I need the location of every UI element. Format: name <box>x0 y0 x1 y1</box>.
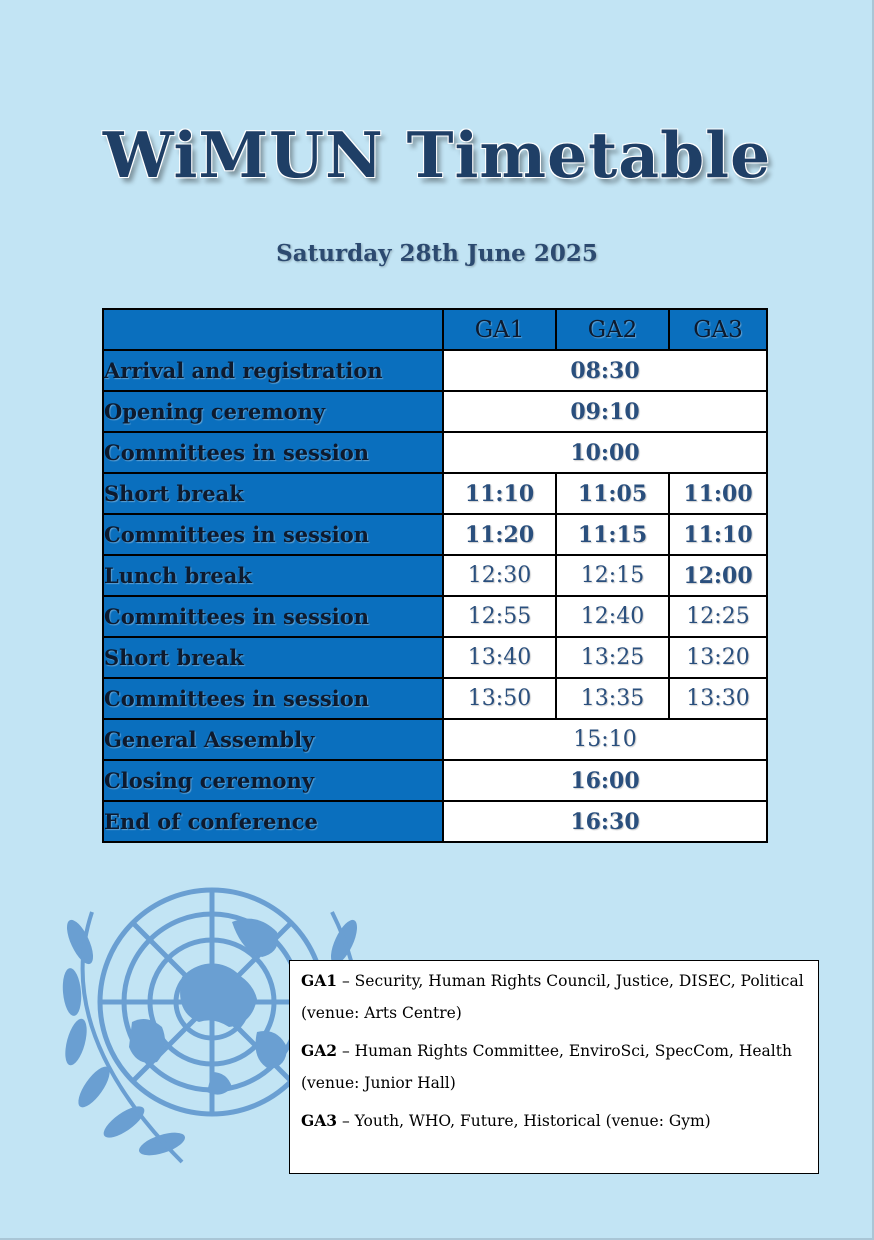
row-label: Short break <box>103 473 443 514</box>
table-header-row <box>103 309 767 350</box>
page-subtitle: Saturday 28th June 2025 <box>276 240 598 267</box>
timetable <box>102 308 768 843</box>
page-title: WiMUN Timetable <box>102 118 772 192</box>
legend-text: – Youth, WHO, Future, Historical (venue: Gym) <box>337 1112 711 1130</box>
table-row <box>103 760 767 801</box>
table-row <box>103 350 767 391</box>
row-label: Committees in session <box>103 514 443 555</box>
legend-item-ga2 <box>301 1035 808 1099</box>
time-cell-ga1: 11:10 <box>443 473 556 514</box>
time-cell-all: 08:30 <box>443 350 767 391</box>
header-cell-ga3: GA3 <box>669 309 767 350</box>
row-label: Committees in session <box>103 596 443 637</box>
row-label: Short break <box>103 637 443 678</box>
legend-item-ga3 <box>301 1105 808 1137</box>
time-cell-all: 10:00 <box>443 432 767 473</box>
row-label: Opening ceremony <box>103 391 443 432</box>
time-cell-ga3: 11:00 <box>669 473 767 514</box>
row-label: Closing ceremony <box>103 760 443 801</box>
table-row <box>103 719 767 760</box>
row-label: Lunch break <box>103 555 443 596</box>
time-cell-all: 16:00 <box>443 760 767 801</box>
table-row <box>103 514 767 555</box>
time-cell-ga2: 12:40 <box>556 596 669 637</box>
legend-code: GA1 <box>301 971 338 990</box>
time-cell-all: 15:10 <box>443 719 767 760</box>
table-row <box>103 678 767 719</box>
time-cell-all: 16:30 <box>443 801 767 842</box>
header-cell-ga1: GA1 <box>443 309 556 350</box>
time-cell-ga1: 13:50 <box>443 678 556 719</box>
legend-text: – Human Rights Committee, EnviroSci, SpecCom, Health (venue: Junior Hall) <box>301 1042 792 1092</box>
time-cell-ga2: 13:25 <box>556 637 669 678</box>
time-cell-ga2: 12:15 <box>556 555 669 596</box>
time-cell-ga3: 11:10 <box>669 514 767 555</box>
time-cell-ga3: 13:20 <box>669 637 767 678</box>
header-cell-ga2: GA2 <box>556 309 669 350</box>
header-cell-empty <box>103 309 443 350</box>
table-row <box>103 637 767 678</box>
time-cell-ga1: 13:40 <box>443 637 556 678</box>
table-row <box>103 801 767 842</box>
legend-code: GA3 <box>301 1111 338 1130</box>
row-label: Arrival and registration <box>103 350 443 391</box>
time-cell-ga1: 11:20 <box>443 514 556 555</box>
committee-legend <box>289 960 819 1174</box>
legend-text: – Security, Human Rights Council, Justice, DISEC, Political (venue: Arts Centre) <box>301 972 804 1022</box>
time-cell-ga1: 12:30 <box>443 555 556 596</box>
time-cell-all: 09:10 <box>443 391 767 432</box>
time-cell-ga3: 12:25 <box>669 596 767 637</box>
legend-code: GA2 <box>301 1041 338 1060</box>
table-row <box>103 432 767 473</box>
time-cell-ga3: 13:30 <box>669 678 767 719</box>
table-row <box>103 473 767 514</box>
table-body <box>103 350 767 842</box>
time-cell-ga1: 12:55 <box>443 596 556 637</box>
row-label: End of conference <box>103 801 443 842</box>
row-label: General Assembly <box>103 719 443 760</box>
time-cell-ga2: 11:15 <box>556 514 669 555</box>
time-cell-ga2: 13:35 <box>556 678 669 719</box>
table-row <box>103 391 767 432</box>
table-row <box>103 596 767 637</box>
row-label: Committees in session <box>103 678 443 719</box>
table-row <box>103 555 767 596</box>
legend-item-ga1 <box>301 965 808 1029</box>
row-label: Committees in session <box>103 432 443 473</box>
time-cell-ga3: 12:00 <box>669 555 767 596</box>
time-cell-ga2: 11:05 <box>556 473 669 514</box>
